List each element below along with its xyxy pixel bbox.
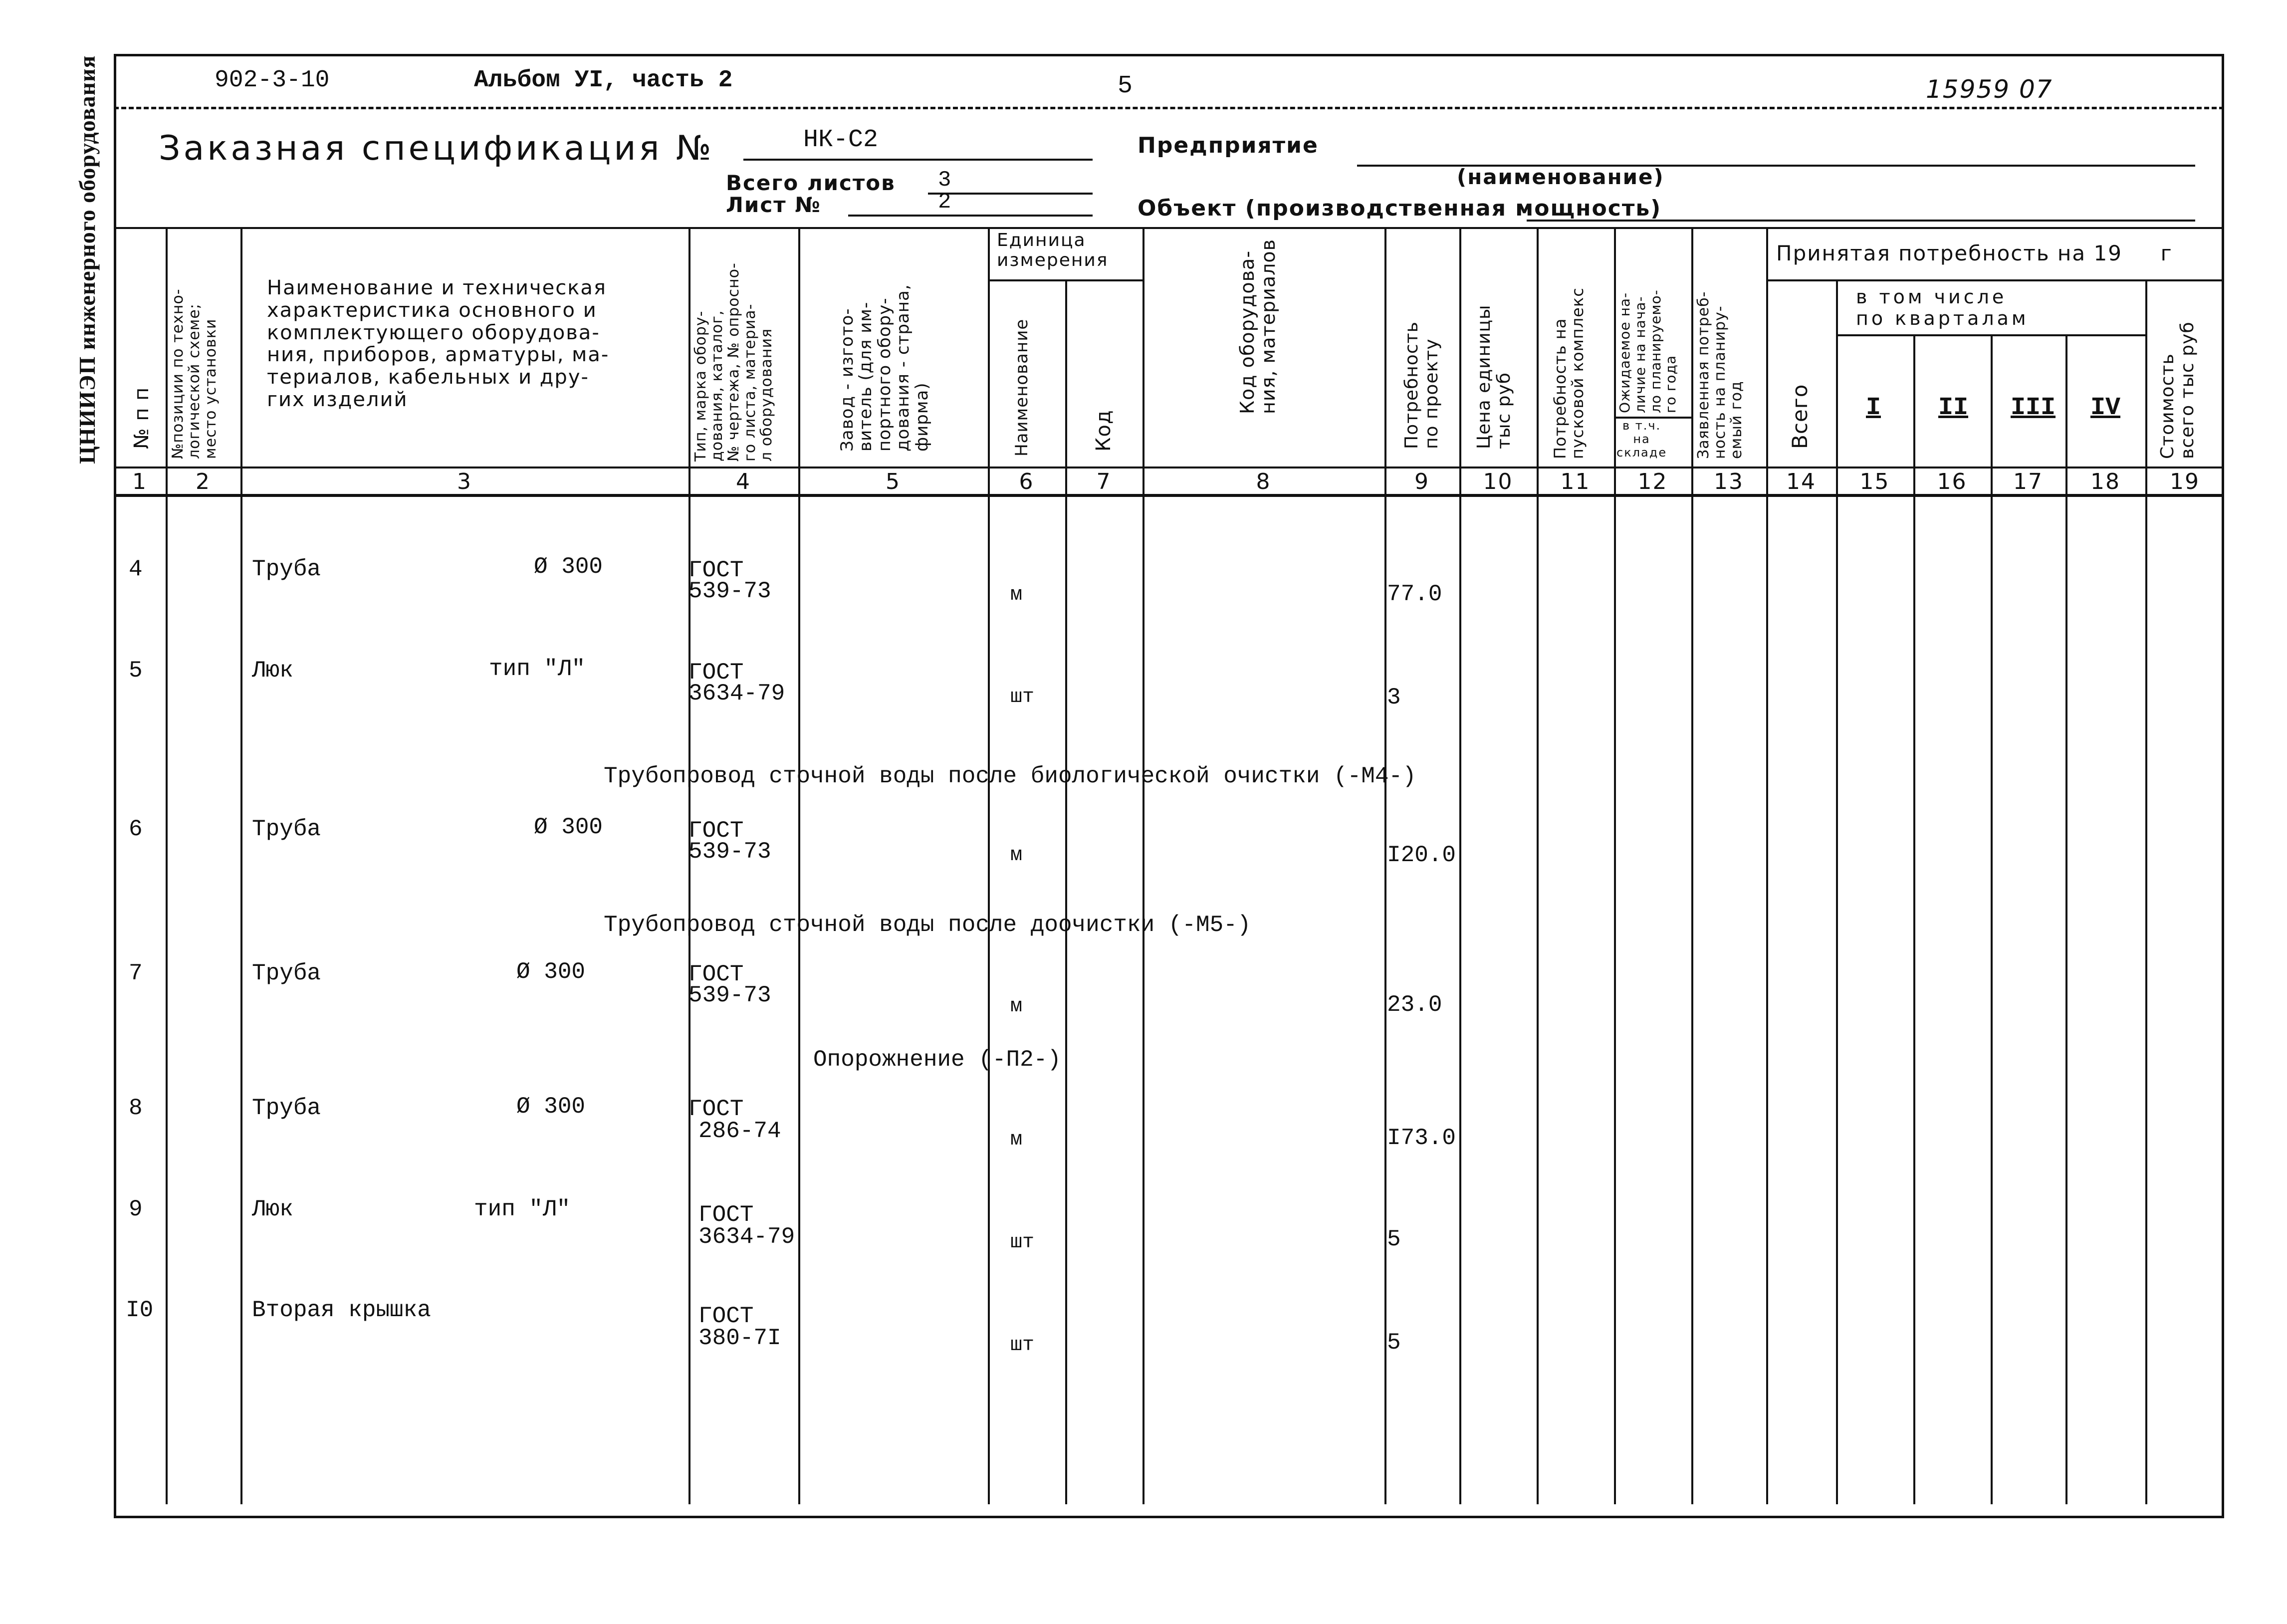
row-gost-number: 286-74 — [698, 1118, 781, 1144]
section-heading-m5: Трубопровод сточной воды после доочистки (-М5-) — [604, 912, 1251, 938]
row-gost-label: ГОСТ — [698, 1202, 754, 1228]
col-header-8: Код оборудова- ния, материалов — [1236, 238, 1279, 414]
col-line-9 — [1459, 227, 1461, 1504]
quarters-header: в том числе по кварталам — [1856, 286, 2029, 329]
col-header-2: №позиции по техно- логической схеме; место установки — [169, 288, 220, 459]
row-gost-number: 539-73 — [688, 578, 771, 604]
row-qty: I20.0 — [1387, 842, 1456, 868]
row-name: Люк — [252, 658, 293, 684]
header-bottom-dash — [114, 107, 2224, 109]
row-spec: Ø 300 — [534, 554, 603, 580]
table-head-bottom-line — [114, 466, 2224, 468]
row-spec: Ø 300 — [516, 959, 586, 985]
row-spec: тип "Л" — [489, 656, 586, 682]
row-gost-label: ГОСТ — [698, 1303, 754, 1329]
row-spec: Ø 300 — [534, 814, 603, 840]
row-number: 7 — [129, 960, 143, 986]
col-header-1: № п п — [130, 387, 153, 449]
row-gost-label: ГОСТ — [688, 818, 744, 844]
row-gost-number: 380-7I — [698, 1325, 781, 1351]
row-qty: 77.0 — [1387, 581, 1442, 607]
col-line-6 — [1065, 279, 1067, 1504]
row-gost-number: 539-73 — [688, 839, 771, 865]
row-name: Вторая крышка — [252, 1297, 431, 1323]
row-unit: м — [1010, 584, 1023, 606]
col-line-16 — [1991, 334, 1993, 1504]
row-unit: м — [1010, 1129, 1023, 1151]
row-unit: шт — [1010, 686, 1035, 708]
sheet-number: 2 — [938, 190, 951, 215]
col-line-13 — [1766, 227, 1768, 1504]
row-unit: м — [1010, 844, 1023, 867]
col-header-6: Наименование — [1012, 318, 1032, 457]
row-gost-label: ГОСТ — [688, 961, 744, 987]
row-name: Труба — [252, 960, 321, 986]
col-line-18 — [2145, 279, 2147, 1504]
stamp-number: 15959 07 — [1926, 75, 2053, 104]
col-header-5: Завод - изгото- витель (для им- портного обору- дования - страна, фирма) — [837, 284, 932, 452]
total-sheets: 3 — [938, 168, 951, 193]
row-spec: тип "Л" — [474, 1196, 571, 1222]
album-label: Альбом УI, часть 2 — [474, 67, 733, 94]
row-gost-label: ГОСТ — [688, 1096, 744, 1122]
total-sheets-label: Всего листов — [726, 171, 896, 195]
col-line-15 — [1913, 334, 1915, 1504]
row-unit: шт — [1010, 1334, 1035, 1357]
accepted-header: Принятая потребность на 19 г — [1776, 241, 2173, 265]
col-header-12: Ожидаемое на- личие на нача- ло планируемо- го года — [1616, 289, 1679, 413]
total-sheets-line — [928, 193, 1093, 195]
sheet-number-line — [848, 215, 1093, 217]
unit-group-header: Единица измерения — [997, 230, 1109, 271]
row-name: Труба — [252, 556, 321, 582]
row-gost-number: 3634-79 — [698, 1224, 795, 1250]
col-header-4: Тип, марка обору- дования, каталог, № чертежа, № опросно- го листа, материа- л оборудования — [692, 262, 775, 462]
col-line-5 — [988, 227, 990, 1504]
row-spec: Ø 300 — [516, 1094, 586, 1120]
col-line-3 — [688, 227, 690, 1504]
col-line-8 — [1384, 227, 1386, 1504]
row-number: I0 — [126, 1297, 154, 1323]
quarter-4: IV — [2090, 394, 2121, 422]
row-number: 6 — [129, 816, 143, 842]
row-gost-label: ГОСТ — [688, 557, 744, 583]
quarter-3: III — [2011, 394, 2056, 422]
row-qty: I73.0 — [1387, 1125, 1456, 1151]
side-label: ЦНИИЭП инженерного оборудования — [74, 55, 100, 464]
col-header-7: Код — [1092, 410, 1115, 452]
object-label: Объект (производственная мощность) — [1138, 196, 1662, 221]
page-number: 5 — [1118, 72, 1133, 100]
col-header-11: Потребность на пусковой комплекс — [1551, 287, 1588, 459]
row-number: 5 — [129, 658, 143, 684]
col-line-7 — [1143, 227, 1144, 1504]
col-line-11 — [1614, 227, 1616, 1504]
row-gost-number: 539-73 — [688, 982, 771, 1008]
row-name: Люк — [252, 1196, 293, 1222]
col-line-4 — [798, 227, 800, 1504]
col-line-14 — [1836, 279, 1838, 1504]
col-header-12-sub: в т.ч. на складе — [1616, 419, 1667, 460]
spec-number: НК-С2 — [803, 126, 879, 154]
doc-code: 902-3-10 — [215, 67, 330, 94]
col-line-17 — [2065, 334, 2067, 1504]
row-unit: шт — [1010, 1231, 1035, 1254]
spec-title: Заказная спецификация № — [159, 129, 714, 168]
spec-number-line — [743, 159, 1093, 161]
col-header-19: Стоимость всего тыс руб — [2157, 321, 2198, 459]
col-header-10: Цена единицы тыс руб — [1474, 304, 1514, 449]
row-qty: 5 — [1387, 1330, 1401, 1356]
col-header-14: Всего — [1788, 384, 1812, 449]
row-gost-label: ГОСТ — [688, 660, 744, 686]
enterprise-label: Предприятие — [1138, 133, 1319, 158]
col-line-1 — [166, 227, 168, 1504]
col-line-2 — [240, 227, 242, 1504]
name-hint: (наименование) — [1457, 165, 1664, 189]
col-header-9: Потребность по проекту — [1401, 321, 1442, 449]
row-unit: м — [1010, 995, 1023, 1018]
row-qty: 3 — [1387, 685, 1401, 710]
row-gost-number: 3634-79 — [688, 681, 785, 706]
sheet-label: Лист № — [726, 193, 821, 217]
table-top-line — [114, 227, 2224, 229]
row-number: 4 — [129, 556, 143, 582]
object-line — [1527, 220, 2195, 222]
row-name: Труба — [252, 816, 321, 842]
quarter-2: II — [1938, 394, 1969, 422]
col-header-3: Наименование и техническая характеристика основного и комплектующего оборудова- ния, приборов, арматуры, ма- териалов, кабельных и дру- гих изделий — [267, 276, 610, 411]
col-line-10 — [1537, 227, 1539, 1504]
section-heading-p2: Опорожнение (-П2-) — [813, 1047, 1061, 1073]
row-qty: 5 — [1387, 1226, 1401, 1252]
row-number: 9 — [129, 1196, 143, 1222]
row-number: 8 — [129, 1095, 143, 1121]
row-qty: 23.0 — [1387, 992, 1442, 1018]
header-top-dash — [114, 54, 2224, 56]
row-name: Труба — [252, 1095, 321, 1121]
section-heading-m4: Трубопровод сточной воды после биологической очистки (-М4-) — [604, 763, 1416, 789]
accepted-line — [1766, 279, 2224, 281]
col-line-12 — [1691, 227, 1693, 1504]
col-header-13: Заявленная потреб- ность на планиру- емый год — [1695, 291, 1745, 459]
quarter-1: I — [1866, 394, 1881, 422]
